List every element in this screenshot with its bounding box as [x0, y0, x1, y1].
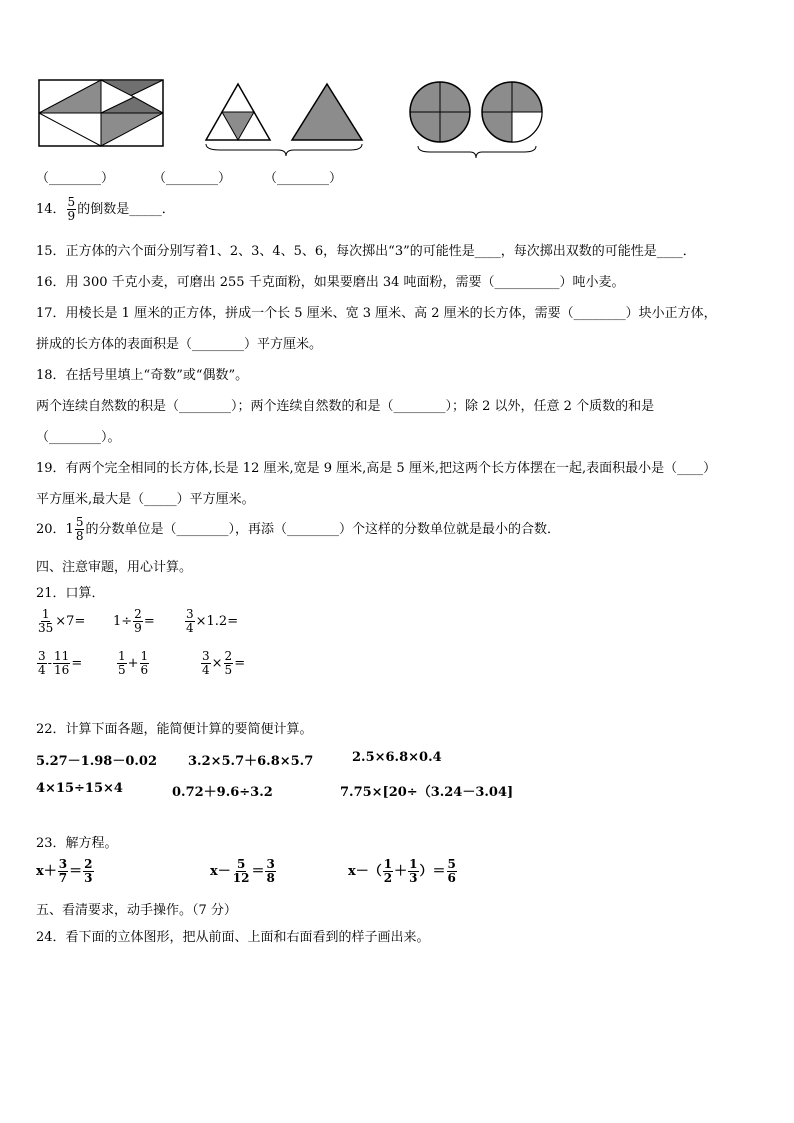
question-15: 15．正方体的六个面分别写着1、2、3、4、5、6，每次掷出“3”的可能性是____，每次掷出双数的可能性是____． — [36, 244, 696, 259]
question-14: 14． $\frac{5}{9}$ 的倒数是_____． — [36, 195, 175, 223]
question-19-line-2: 平方厘米,最大是（_____）平方厘米。 — [36, 492, 255, 507]
oral-calc-1: $\frac{1}{35}$ ×7= — [38, 607, 86, 635]
question-18-line-1: 18．在括号里填上“奇数”或“偶数”。 — [36, 368, 249, 383]
circle-figure-1 — [410, 82, 470, 142]
question-17-line-1: 17．用棱长是 1 厘米的正方体，拼成一个长 5 厘米、宽 3 厘米、高 2 厘米的长方体，需要（________）块小正方体， — [36, 306, 717, 321]
question-24: 24．看下面的立体图形，把从前面、上面和右面看到的样子画出来。 — [36, 930, 430, 945]
question-16: 16．用 300 千克小麦，可磨出 255 千克面粉，如果要磨出 34 吨面粉，需要（__________）吨小麦。 — [36, 275, 625, 290]
equation-1: x＋ $\frac{3}{7}$ ＝ $\frac{2}{3}$ — [36, 857, 93, 885]
calc-6: 7.75×[20÷（3.24－3.04] — [340, 785, 514, 800]
equation-3: x－（ $\frac{1}{2}$ ＋ $\frac{1}{3}$ ）＝ $\frac{5}{6}$ — [348, 857, 456, 885]
fraction: $\frac{5}{8}$ — [75, 515, 84, 543]
rectangle-figure — [39, 80, 163, 146]
question-20: 20．1 $\frac{5}{8}$ 的分数单位是（________），再添（________）个这样的分数单位就是最小的合数． — [36, 515, 560, 543]
question-23-title: 23．解方程。 — [36, 836, 118, 851]
calc-1: 5.27－1.98－0.02 — [36, 754, 157, 769]
figure-blank-3[interactable]: （________） — [264, 171, 343, 186]
triangle-figure-small — [206, 84, 270, 140]
calc-2: 3.2×5.7＋6.8×5.7 — [188, 754, 314, 769]
calc-5: 0.72＋9.6÷3.2 — [172, 785, 273, 800]
fraction: $\frac{5}{9}$ — [67, 195, 76, 223]
question-17-line-2: 拼成的长方体的表面积是（________）平方厘米。 — [36, 337, 323, 352]
oral-calc-4: $\frac{3}{4}$ - $\frac{11}{16}$ = — [38, 649, 83, 677]
calc-3: 2.5×6.8×0.4 — [352, 750, 442, 765]
figure-blank-1[interactable]: （________） — [36, 171, 115, 186]
question-22-title: 22．计算下面各题，能简便计算的要简便计算。 — [36, 722, 313, 737]
figure-blank-2[interactable]: （________） — [153, 171, 232, 186]
brace-triangles — [206, 144, 362, 156]
section-5-title: 五、看清要求，动手操作。（7 分） — [36, 903, 237, 918]
circle-figure-2 — [482, 82, 542, 142]
oral-calc-2: 1÷ $\frac{2}{9}$ = — [113, 607, 155, 635]
triangle-figure-large — [292, 84, 362, 140]
oral-calc-6: $\frac{3}{4}$ × $\frac{2}{5}$ = — [202, 649, 246, 677]
question-18-line-2: 两个连续自然数的积是（________）；两个连续自然数的和是（________）；除 2 以外，任意 2 个质数的和是 — [36, 399, 655, 414]
brace-circles — [418, 146, 536, 158]
calc-4: 4×15÷15×4 — [36, 781, 123, 796]
shaded-figures — [30, 72, 560, 162]
equation-2: x－ $\frac{5}{12}$ ＝ $\frac{3}{8}$ — [210, 857, 275, 885]
question-19-line-1: 19．有两个完全相同的长方体,长是 12 厘米,宽是 9 厘米,高是 5 厘米,把这两个长方体摆在一起,表面积最小是（____） — [36, 461, 717, 476]
oral-calc-3: $\frac{3}{4}$ ×1.2= — [186, 607, 239, 635]
oral-calc-5: $\frac{1}{5}$ + $\frac{1}{6}$ — [118, 649, 149, 677]
question-18-line-3: （________）。 — [36, 430, 121, 445]
section-4-title: 四、注意审题，用心计算。 — [36, 560, 193, 575]
question-21-title: 21．口算． — [36, 586, 105, 601]
